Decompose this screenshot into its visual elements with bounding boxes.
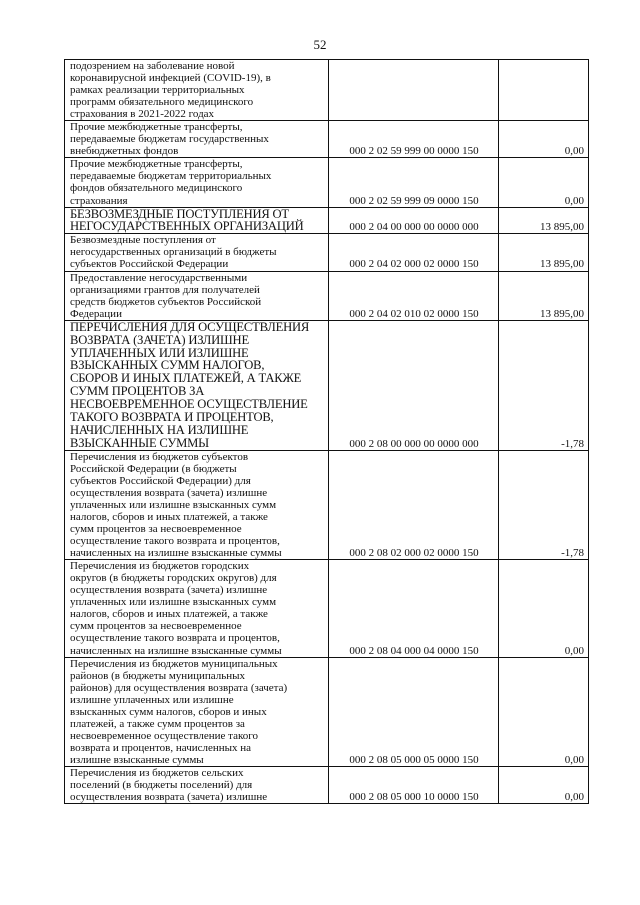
table-row [65,766,589,803]
row-name-cell: ПЕРЕЧИСЛЕНИЯ ДЛЯ ОСУЩЕСТВЛЕНИЯ ВОЗВРАТА (ЗАЧЕТА) ИЗЛИШНЕ УПЛАЧЕННЫХ ИЛИ ИЗЛИШНЕ ВЗЫСКАННЫХ СУММ НАЛОГОВ, СБОРОВ И ИНЫХ ПЛАТЕЖЕЙ, А ТАКЖЕ СУММ ПРОЦЕНТОВ ЗА НЕСВОЕВРЕМЕННОЕ ОСУЩЕСТВЛЕНИЕ ТАКОГО ВОЗВРАТА И ПРОЦЕНТОВ, НАЧИСЛЕННЫХ НА ИЗЛИШНЕ ВЗЫСКАННЫЕ СУММЫ [65,320,329,450]
row-code-cell: 000 2 02 59 999 00 0000 150 [329,121,499,158]
row-code-cell: 000 2 04 02 010 02 0000 150 [329,271,499,320]
row-amount-cell: 13 895,00 [499,207,589,234]
row-code-cell: 000 2 08 05 000 10 0000 150 [329,766,499,803]
row-amount-cell: 0,00 [499,657,589,766]
table-row [65,657,589,766]
row-amount-cell: 0,00 [499,158,589,207]
row-amount-cell: 13 895,00 [499,271,589,320]
table-row [65,60,589,121]
table-row [65,560,589,657]
row-amount-cell: 0,00 [499,560,589,657]
row-name-cell: БЕЗВОЗМЕЗДНЫЕ ПОСТУПЛЕНИЯ ОТ НЕГОСУДАРСТВЕННЫХ ОРГАНИЗАЦИЙ [65,207,329,234]
table-row [65,234,589,271]
row-amount-cell: -1,78 [499,450,589,559]
row-code-cell: 000 2 04 02 000 02 0000 150 [329,234,499,271]
budget-table-body [65,60,589,804]
table-row [65,121,589,158]
page-number: 52 [313,37,327,52]
row-name-cell: подозрением на заболевание новой коронавирусной инфекцией (COVID-19), в рамках реализации территориальных программ обязательного медицинского страхования в 2021-2022 годах [65,60,329,121]
row-name-cell: Прочие межбюджетные трансферты, передаваемые бюджетам государственных внебюджетных фондов [65,121,329,158]
row-code-cell: 000 2 02 59 999 09 0000 150 [329,158,499,207]
table-row [65,320,589,450]
row-name-cell: Предоставление негосударственными организациями грантов для получателей средств бюджетов субъектов Российской Федерации [65,271,329,320]
row-code-cell [329,60,499,121]
row-code-cell: 000 2 04 00 000 00 0000 000 [329,207,499,234]
row-amount-cell [499,60,589,121]
budget-table [64,59,589,804]
row-name-cell: Прочие межбюджетные трансферты, передаваемые бюджетам территориальных фондов обязательного медицинского страхования [65,158,329,207]
row-amount-cell: 0,00 [499,121,589,158]
table-row [65,207,589,234]
row-amount-cell: 13 895,00 [499,234,589,271]
row-name-cell: Перечисления из бюджетов субъектов Российской Федерации (в бюджеты субъектов Российской Федерации) для осуществления возврата (зачета) излишне уплаченных или излишне взысканных сумм налогов, сборов и иных платежей, а также сумм процентов за несвоевременное осуществление такого возврата и процентов, начисленных на излишне взысканные суммы [65,450,329,559]
table-row [65,271,589,320]
row-name-cell: Перечисления из бюджетов городских округов (в бюджеты городских округов) для осуществления возврата (зачета) излишне уплаченных или излишне взысканных сумм налогов, сборов и иных платежей, а также сумм процентов за несвоевременное осуществление такого возврата и процентов, начисленных на излишне взысканные суммы [65,560,329,657]
row-code-cell: 000 2 08 05 000 05 0000 150 [329,657,499,766]
row-amount-cell: 0,00 [499,766,589,803]
row-code-cell: 000 2 08 04 000 04 0000 150 [329,560,499,657]
table-row [65,158,589,207]
row-name-cell: Безвозмездные поступления от негосударственных организаций в бюджеты субъектов Российской Федерации [65,234,329,271]
row-name-cell: Перечисления из бюджетов сельских поселений (в бюджеты поселений) для осуществления возврата (зачета) излишне [65,766,329,803]
row-code-cell: 000 2 08 00 000 00 0000 000 [329,320,499,450]
row-name-cell: Перечисления из бюджетов муниципальных районов (в бюджеты муниципальных районов) для осуществления возврата (зачета) излишне уплаченных или излишне взысканных сумм налогов, сборов и иных платежей, а также сумм процентов за несвоевременное осуществление такого возврата и процентов, начисленных на излишне взысканные суммы [65,657,329,766]
table-row [65,450,589,559]
row-code-cell: 000 2 08 02 000 02 0000 150 [329,450,499,559]
row-amount-cell: -1,78 [499,320,589,450]
